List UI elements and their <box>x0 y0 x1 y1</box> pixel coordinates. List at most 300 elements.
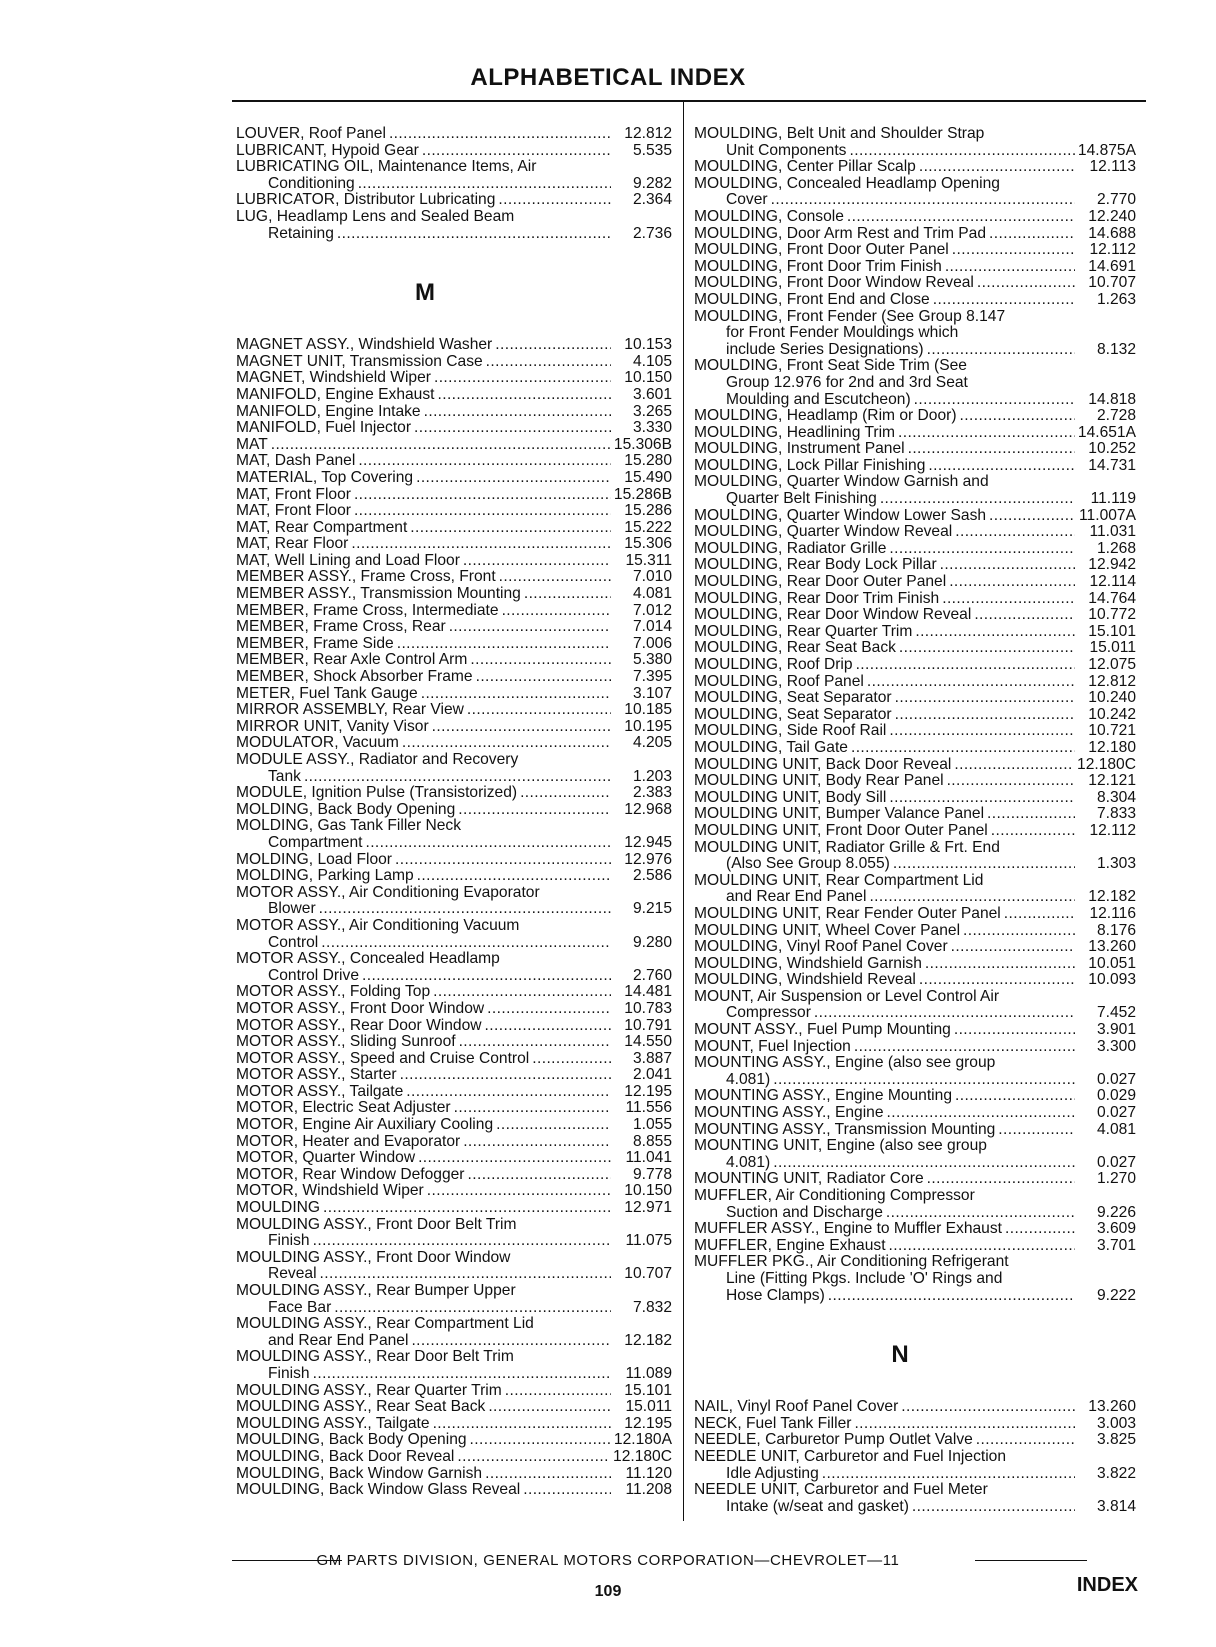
index-entry <box>694 923 1136 940</box>
index-entry-text: MEMBER, Shock Absorber Frame <box>236 668 473 686</box>
dot-leader <box>998 1122 1075 1139</box>
index-entry <box>236 1283 672 1316</box>
index-entry-line <box>236 1432 672 1449</box>
index-page-reference: 13.260 <box>1088 1398 1136 1416</box>
index-entry <box>236 1067 672 1084</box>
index-entry <box>236 1167 672 1184</box>
index-entry-line <box>236 1250 672 1267</box>
index-entry-text: MOUNTING ASSY., Engine <box>694 1104 884 1122</box>
index-entry-line <box>236 176 672 193</box>
index-entry-line <box>236 1200 672 1217</box>
index-entry-line <box>694 823 1136 840</box>
index-entry-text: MOULDING, Rear Door Trim Finish <box>694 589 940 607</box>
index-entry-line <box>236 126 672 143</box>
index-entry-line <box>236 1449 672 1466</box>
index-entry <box>236 785 672 802</box>
index-page-reference: 3.601 <box>632 385 672 403</box>
index-entry-text: MOUNTING UNIT, Radiator Core <box>694 1170 924 1188</box>
index-entry-text: MUFFLER, Engine Exhaust <box>694 1236 886 1254</box>
dot-leader <box>411 1333 611 1350</box>
index-entry <box>236 337 672 354</box>
index-entry <box>236 1399 672 1416</box>
index-entry-line <box>236 752 672 769</box>
dot-leader <box>889 541 1075 558</box>
index-entry-line <box>694 1122 1136 1139</box>
index-page-reference: 14.731 <box>1088 456 1136 474</box>
index-entry <box>236 192 672 209</box>
index-entry-line <box>236 918 672 935</box>
index-entry-text: MAT, Rear Floor <box>236 535 349 553</box>
index-entry-line <box>236 1399 672 1416</box>
index-entry-text: MODULE, Ignition Pulse (Transistorized) <box>236 784 518 802</box>
dot-leader <box>914 392 1075 409</box>
index-page-reference: 4.105 <box>632 352 672 370</box>
dot-leader <box>334 1300 611 1317</box>
dot-leader <box>989 508 1075 525</box>
index-entry-line <box>694 707 1136 724</box>
index-entry-line <box>236 951 672 968</box>
index-page-reference: 8.176 <box>1096 921 1136 939</box>
dot-leader <box>406 1084 611 1101</box>
dot-leader <box>454 1100 611 1117</box>
index-entry-text: MANIFOLD, Engine Exhaust <box>236 385 435 403</box>
index-entry-line <box>236 1366 672 1383</box>
index-entry-line <box>236 603 672 620</box>
index-entry-line <box>694 607 1136 624</box>
index-page-reference: 10.093 <box>1088 971 1136 989</box>
index-entry-text: MAT, Dash Panel <box>236 452 356 470</box>
index-page-reference: 12.976 <box>624 850 672 868</box>
index-entry <box>236 918 672 951</box>
index-page-reference: 12.075 <box>1088 656 1136 673</box>
index-entry-text: MOULDING, Front Door Trim Finish <box>694 257 942 275</box>
index-entry-line <box>694 1088 1136 1105</box>
index-entry-text: METER, Fuel Tank Gauge <box>236 684 418 702</box>
index-entry-text: MEMBER ASSY., Frame Cross, Front <box>236 568 496 586</box>
index-page-reference: 2.364 <box>632 191 672 209</box>
index-entry-text: MAT, Front Floor <box>236 502 351 520</box>
dot-leader <box>523 1482 611 1499</box>
dot-leader <box>476 669 611 686</box>
index-page-reference: 15.306B <box>613 435 672 453</box>
index-entry-text: MOULDING, Front Fender (See Group 8.147 <box>694 307 1006 325</box>
index-entry-line <box>694 690 1136 707</box>
dot-leader <box>389 126 611 143</box>
index-page-reference: 1.055 <box>632 1116 672 1134</box>
index-page-reference: 12.114 <box>1089 573 1136 591</box>
index-entry <box>236 752 672 785</box>
index-page-reference: 1.303 <box>1096 855 1136 873</box>
index-entry <box>694 574 1136 591</box>
index-entry-text: Hose Clamps) <box>726 1286 825 1304</box>
index-entry-line <box>694 1482 1136 1499</box>
index-entry <box>236 818 672 851</box>
index-entry-text: Control <box>268 933 319 951</box>
index-entry <box>694 1171 1136 1188</box>
index-entry-line <box>236 1283 672 1300</box>
index-entry-text: MOTOR, Electric Seat Adjuster <box>236 1099 451 1117</box>
dot-leader <box>358 453 611 470</box>
index-entry <box>694 939 1136 956</box>
index-page-reference: 0.029 <box>1096 1087 1136 1105</box>
index-page-reference: 14.481 <box>624 983 672 1001</box>
index-entry-line <box>694 474 1136 491</box>
index-page-reference: 8.132 <box>1096 340 1136 358</box>
index-entry-text: MODULATOR, Vacuum <box>236 734 399 752</box>
dot-leader <box>869 889 1075 906</box>
index-entry-text: MOULDING, Headlamp (Rim or Door) <box>694 407 957 425</box>
index-page-reference: 3.901 <box>1096 1021 1136 1039</box>
footer-publisher-line: GM PARTS DIVISION, GENERAL MOTORS CORPORATION—CHEVROLET—11 <box>316 1552 900 1569</box>
index-page-reference: 15.311 <box>625 551 672 569</box>
index-entry-text: NEEDLE, Carburetor Pump Outlet Valve <box>694 1431 973 1449</box>
index-entry <box>236 404 672 421</box>
dot-leader <box>1005 1221 1075 1238</box>
index-entry-text: MAGNET ASSY., Windshield Washer <box>236 336 493 354</box>
index-entry-text: Idle Adjusting <box>726 1464 819 1482</box>
index-entry-line <box>236 536 672 553</box>
dot-leader <box>867 674 1075 691</box>
index-entry-text: for Front Fender Mouldings which <box>726 324 959 342</box>
dot-leader <box>463 553 611 570</box>
index-entry-line <box>694 557 1136 574</box>
dot-leader <box>395 852 611 869</box>
index-page-reference: 14.875A <box>1077 141 1136 159</box>
index-entry-line <box>694 1105 1136 1122</box>
index-page-reference: 1.270 <box>1096 1170 1136 1188</box>
index-entry-text: MOULDING UNIT, Front Door Outer Panel <box>694 821 988 839</box>
index-entry-line <box>694 923 1136 940</box>
index-entry-text: MOUNT, Fuel Injection <box>694 1037 851 1055</box>
index-entry <box>694 773 1136 790</box>
index-entry-line <box>694 1188 1136 1205</box>
index-page-reference: 0.027 <box>1096 1070 1136 1088</box>
index-entry-line <box>694 956 1136 973</box>
dot-leader <box>400 1067 611 1084</box>
index-entry-text: NECK, Fuel Tank Filler <box>694 1414 852 1432</box>
index-entry-line <box>236 553 672 570</box>
index-entry <box>694 989 1136 1022</box>
index-page-reference: 14.651A <box>1077 423 1136 441</box>
index-entry-line <box>694 425 1136 442</box>
index-entry-text: MOTOR ASSY., Sliding Sunroof <box>236 1033 456 1051</box>
index-entry-text: 4.081) <box>726 1070 771 1088</box>
index-entry-text: MOTOR, Heater and Evaporator <box>236 1132 461 1150</box>
dot-leader <box>771 192 1075 209</box>
index-page-reference: 15.101 <box>624 1381 672 1399</box>
index-page-reference: 10.783 <box>624 999 672 1017</box>
index-entry-text: NAIL, Vinyl Roof Panel Cover <box>694 1398 899 1416</box>
index-page-reference: 8.855 <box>632 1132 672 1150</box>
index-entry <box>694 176 1136 209</box>
index-entry-text: MOULDING <box>236 1199 321 1217</box>
index-page-reference: 15.280 <box>624 452 672 470</box>
index-entry <box>694 1238 1136 1255</box>
index-entry-text: Group 12.976 for 2nd and 3rd Seat <box>726 373 968 391</box>
index-page-reference: 10.791 <box>624 1016 672 1034</box>
index-page-reference: 4.081 <box>632 585 672 603</box>
index-page-reference: 12.113 <box>1089 158 1136 176</box>
index-entry-text: MOTOR ASSY., Air Conditioning Vacuum <box>236 916 520 934</box>
index-page-reference: 14.550 <box>624 1033 672 1051</box>
index-entry-line <box>236 1316 672 1333</box>
index-entry <box>236 1217 672 1250</box>
dot-leader <box>945 259 1075 276</box>
index-entry <box>236 1482 672 1499</box>
index-entry-text: MOULDING, Instrument Panel <box>694 440 905 458</box>
dot-leader <box>337 226 611 243</box>
dot-leader <box>499 569 611 586</box>
dot-leader <box>414 420 611 437</box>
index-entry <box>236 536 672 553</box>
index-entry-text: MUFFLER, Air Conditioning Compressor <box>694 1187 975 1204</box>
index-entry-line <box>694 889 1136 906</box>
index-entry-line <box>236 1233 672 1250</box>
index-entry <box>694 1122 1136 1139</box>
index-entry <box>236 1349 672 1382</box>
index-entry-line <box>236 1416 672 1433</box>
index-entry <box>694 1432 1136 1449</box>
index-entry <box>694 591 1136 608</box>
index-entry <box>236 951 672 984</box>
index-page-reference: 15.490 <box>624 468 672 486</box>
index-entry-line <box>694 1005 1136 1022</box>
index-page-reference: 10.772 <box>1088 606 1136 624</box>
index-page-reference: 1.268 <box>1096 539 1136 557</box>
index-page-reference: 12.180 <box>1088 738 1136 756</box>
index-entry <box>694 358 1136 408</box>
dot-leader <box>898 425 1075 442</box>
dot-leader <box>365 835 611 852</box>
index-entry-line <box>694 640 1136 657</box>
index-page-reference: 10.150 <box>624 369 672 387</box>
index-entry-text: MOULDING ASSY., Tailgate <box>236 1414 430 1432</box>
index-entry <box>694 790 1136 807</box>
index-entry <box>236 1084 672 1101</box>
index-entry-text: MOULDING, Quarter Window Reveal <box>694 523 953 541</box>
index-entry-line <box>694 309 1136 326</box>
index-entry-line <box>694 226 1136 243</box>
index-entry-text: NEEDLE UNIT, Carburetor and Fuel Meter <box>694 1481 988 1499</box>
index-page-reference: 15.222 <box>624 518 672 536</box>
dot-leader <box>271 437 611 454</box>
index-entry <box>236 1316 672 1349</box>
dot-leader <box>319 901 611 918</box>
index-entry <box>694 1221 1136 1238</box>
index-entry <box>236 1200 672 1217</box>
index-entry <box>236 1449 672 1466</box>
index-entry-line <box>236 420 672 437</box>
index-entry-line <box>236 1117 672 1134</box>
index-entry-line <box>236 1482 672 1499</box>
index-page-reference: 12.182 <box>624 1331 672 1349</box>
index-entry-line <box>694 159 1136 176</box>
dot-leader <box>434 370 611 387</box>
index-entry-text: MOUNTING ASSY., Transmission Mounting <box>694 1120 996 1138</box>
index-page-reference: 8.304 <box>1096 788 1136 806</box>
dot-leader <box>470 1432 611 1449</box>
index-entry-line <box>694 1221 1136 1238</box>
index-page-reference: 9.280 <box>632 933 672 951</box>
index-entry-text: MOTOR ASSY., Air Conditioning Evaporator <box>236 883 540 901</box>
dot-leader <box>313 1366 611 1383</box>
dot-leader <box>954 757 1074 774</box>
index-entry-text: MATERIAL, Top Covering <box>236 468 414 486</box>
dot-leader <box>362 968 611 985</box>
index-page-reference: 11.031 <box>1089 523 1136 541</box>
index-entry <box>694 524 1136 541</box>
index-entry <box>236 569 672 586</box>
index-entry-text: MOULDING ASSY., Rear Quarter Trim <box>236 1381 502 1399</box>
section-label: INDEX <box>1076 1574 1138 1596</box>
index-page-reference: 7.012 <box>632 601 672 619</box>
index-page-reference: 12.121 <box>1088 772 1136 790</box>
index-page-reference: 10.242 <box>1088 705 1136 723</box>
index-entry-text: LUBRICANT, Hypoid Gear <box>236 141 419 159</box>
index-entry-text: MOULDING, Front Seat Side Trim (See <box>694 357 967 375</box>
index-entry-text: MOUNT ASSY., Fuel Pump Mounting <box>694 1021 951 1039</box>
index-entry-text: MOULDING, Belt Unit and Shoulder Strap <box>694 125 985 142</box>
index-entry-line <box>694 1432 1136 1449</box>
index-entry <box>236 984 672 1001</box>
index-page-reference: 12.180C <box>613 1447 672 1465</box>
index-page-reference: 11.119 <box>1090 490 1136 508</box>
index-entry-line <box>694 392 1136 409</box>
dot-leader <box>989 226 1075 243</box>
index-entry-line <box>236 735 672 752</box>
index-page-reference: 10.153 <box>624 336 672 354</box>
index-page-reference: 10.051 <box>1088 954 1136 972</box>
dot-leader <box>487 1001 611 1018</box>
dot-leader <box>895 707 1075 724</box>
index-entry <box>236 719 672 736</box>
dot-leader <box>358 176 611 193</box>
index-entry <box>236 437 672 454</box>
dot-leader <box>955 1088 1075 1105</box>
dot-leader <box>954 1022 1075 1039</box>
index-entry <box>694 292 1136 309</box>
index-entry-line <box>236 1018 672 1035</box>
index-entry <box>236 209 672 242</box>
index-entry-text: Finish <box>268 1364 310 1382</box>
index-entry <box>694 1399 1136 1416</box>
index-entry-text: Face Bar <box>268 1298 332 1316</box>
index-page-reference: 12.112 <box>1089 241 1136 259</box>
index-entry-line <box>694 1254 1136 1271</box>
index-entry <box>694 624 1136 641</box>
index-page-reference: 7.832 <box>632 1298 672 1316</box>
index-entry-line <box>236 835 672 852</box>
index-entry <box>236 1183 672 1200</box>
dot-leader <box>822 1466 1075 1483</box>
index-entry-line <box>694 126 1136 143</box>
dot-leader <box>854 1416 1075 1433</box>
index-entry <box>694 873 1136 906</box>
index-entry-line <box>694 624 1136 641</box>
index-entry-line <box>694 1205 1136 1222</box>
column-divider <box>683 101 684 1521</box>
dot-leader <box>351 536 611 553</box>
section-letter-heading: N <box>891 1341 909 1369</box>
index-entry-line <box>236 569 672 586</box>
dot-leader <box>851 740 1075 757</box>
index-entry <box>236 354 672 371</box>
dot-leader <box>942 591 1075 608</box>
index-entry <box>236 553 672 570</box>
index-entry-text: MOULDING ASSY., Rear Bumper Upper <box>236 1282 516 1299</box>
index-page-reference: 11.007A <box>1079 506 1136 524</box>
index-entry-text: MOULDING, Back Window Glass Reveal <box>236 1481 521 1499</box>
index-page-reference: 3.107 <box>632 684 672 702</box>
index-entry-text: MOULDING, Rear Door Outer Panel <box>694 573 947 591</box>
index-entry-text: MOTOR ASSY., Folding Top <box>236 983 431 1001</box>
dot-leader <box>977 275 1075 292</box>
index-entry-line <box>694 1155 1136 1172</box>
index-entry <box>694 441 1136 458</box>
index-entry <box>694 1138 1136 1171</box>
index-entry-line <box>694 1072 1136 1089</box>
index-entry <box>694 408 1136 425</box>
index-entry <box>694 541 1136 558</box>
index-page-reference: 11.120 <box>625 1464 672 1482</box>
index-entry-line <box>236 586 672 603</box>
index-entry <box>694 906 1136 923</box>
index-page-reference: 2.770 <box>1096 191 1136 209</box>
index-entry <box>236 143 672 160</box>
index-entry-line <box>236 209 672 226</box>
index-page-reference: 1.203 <box>632 767 672 785</box>
index-entry-text: Unit Components <box>726 141 847 159</box>
index-entry-line <box>694 375 1136 392</box>
index-entry-text: MOULDING, Rear Body Lock Pillar <box>694 556 937 574</box>
section-letter-heading: M <box>415 279 435 307</box>
index-entry-line <box>236 1100 672 1117</box>
dot-leader <box>854 1039 1075 1056</box>
index-page-reference: 14.691 <box>1088 257 1136 275</box>
index-entry-text: MOTOR, Rear Window Defogger <box>236 1165 465 1183</box>
index-page-reference: 10.150 <box>624 1182 672 1200</box>
dot-leader <box>987 806 1075 823</box>
index-page-reference: 14.688 <box>1088 224 1136 242</box>
title-rule <box>232 100 1146 102</box>
dot-leader <box>313 1233 611 1250</box>
index-entry-text: Compressor <box>726 1004 811 1022</box>
dot-leader <box>488 1399 611 1416</box>
index-page-reference: 3.822 <box>1096 1464 1136 1482</box>
index-entry <box>694 1105 1136 1122</box>
index-entry <box>694 657 1136 674</box>
index-entry-text: Moulding and Escutcheon) <box>726 390 911 408</box>
index-entry-text: MOULDING, Side Roof Rail <box>694 722 887 740</box>
index-entry-line <box>236 785 672 802</box>
index-entry-text: MAT, Front Floor <box>236 485 351 503</box>
dot-leader <box>458 802 611 819</box>
index-entry-text: MOULDING, Concealed Headlamp Opening <box>694 174 1000 192</box>
index-entry-line <box>236 159 672 176</box>
index-entry-text: MOUNTING ASSY., Engine Mounting <box>694 1087 952 1105</box>
dot-leader <box>919 972 1075 989</box>
index-entry-text: MOULDING, Seat Separator <box>694 689 892 707</box>
index-entry-line <box>694 1171 1136 1188</box>
index-entry-line <box>236 370 672 387</box>
index-entry-line <box>694 806 1136 823</box>
dot-leader <box>849 143 1074 160</box>
index-page-reference: 7.395 <box>632 668 672 686</box>
index-entry-line <box>236 984 672 1001</box>
index-entry <box>236 387 672 404</box>
dot-leader <box>532 1051 611 1068</box>
index-page-reference: 9.226 <box>1096 1203 1136 1221</box>
